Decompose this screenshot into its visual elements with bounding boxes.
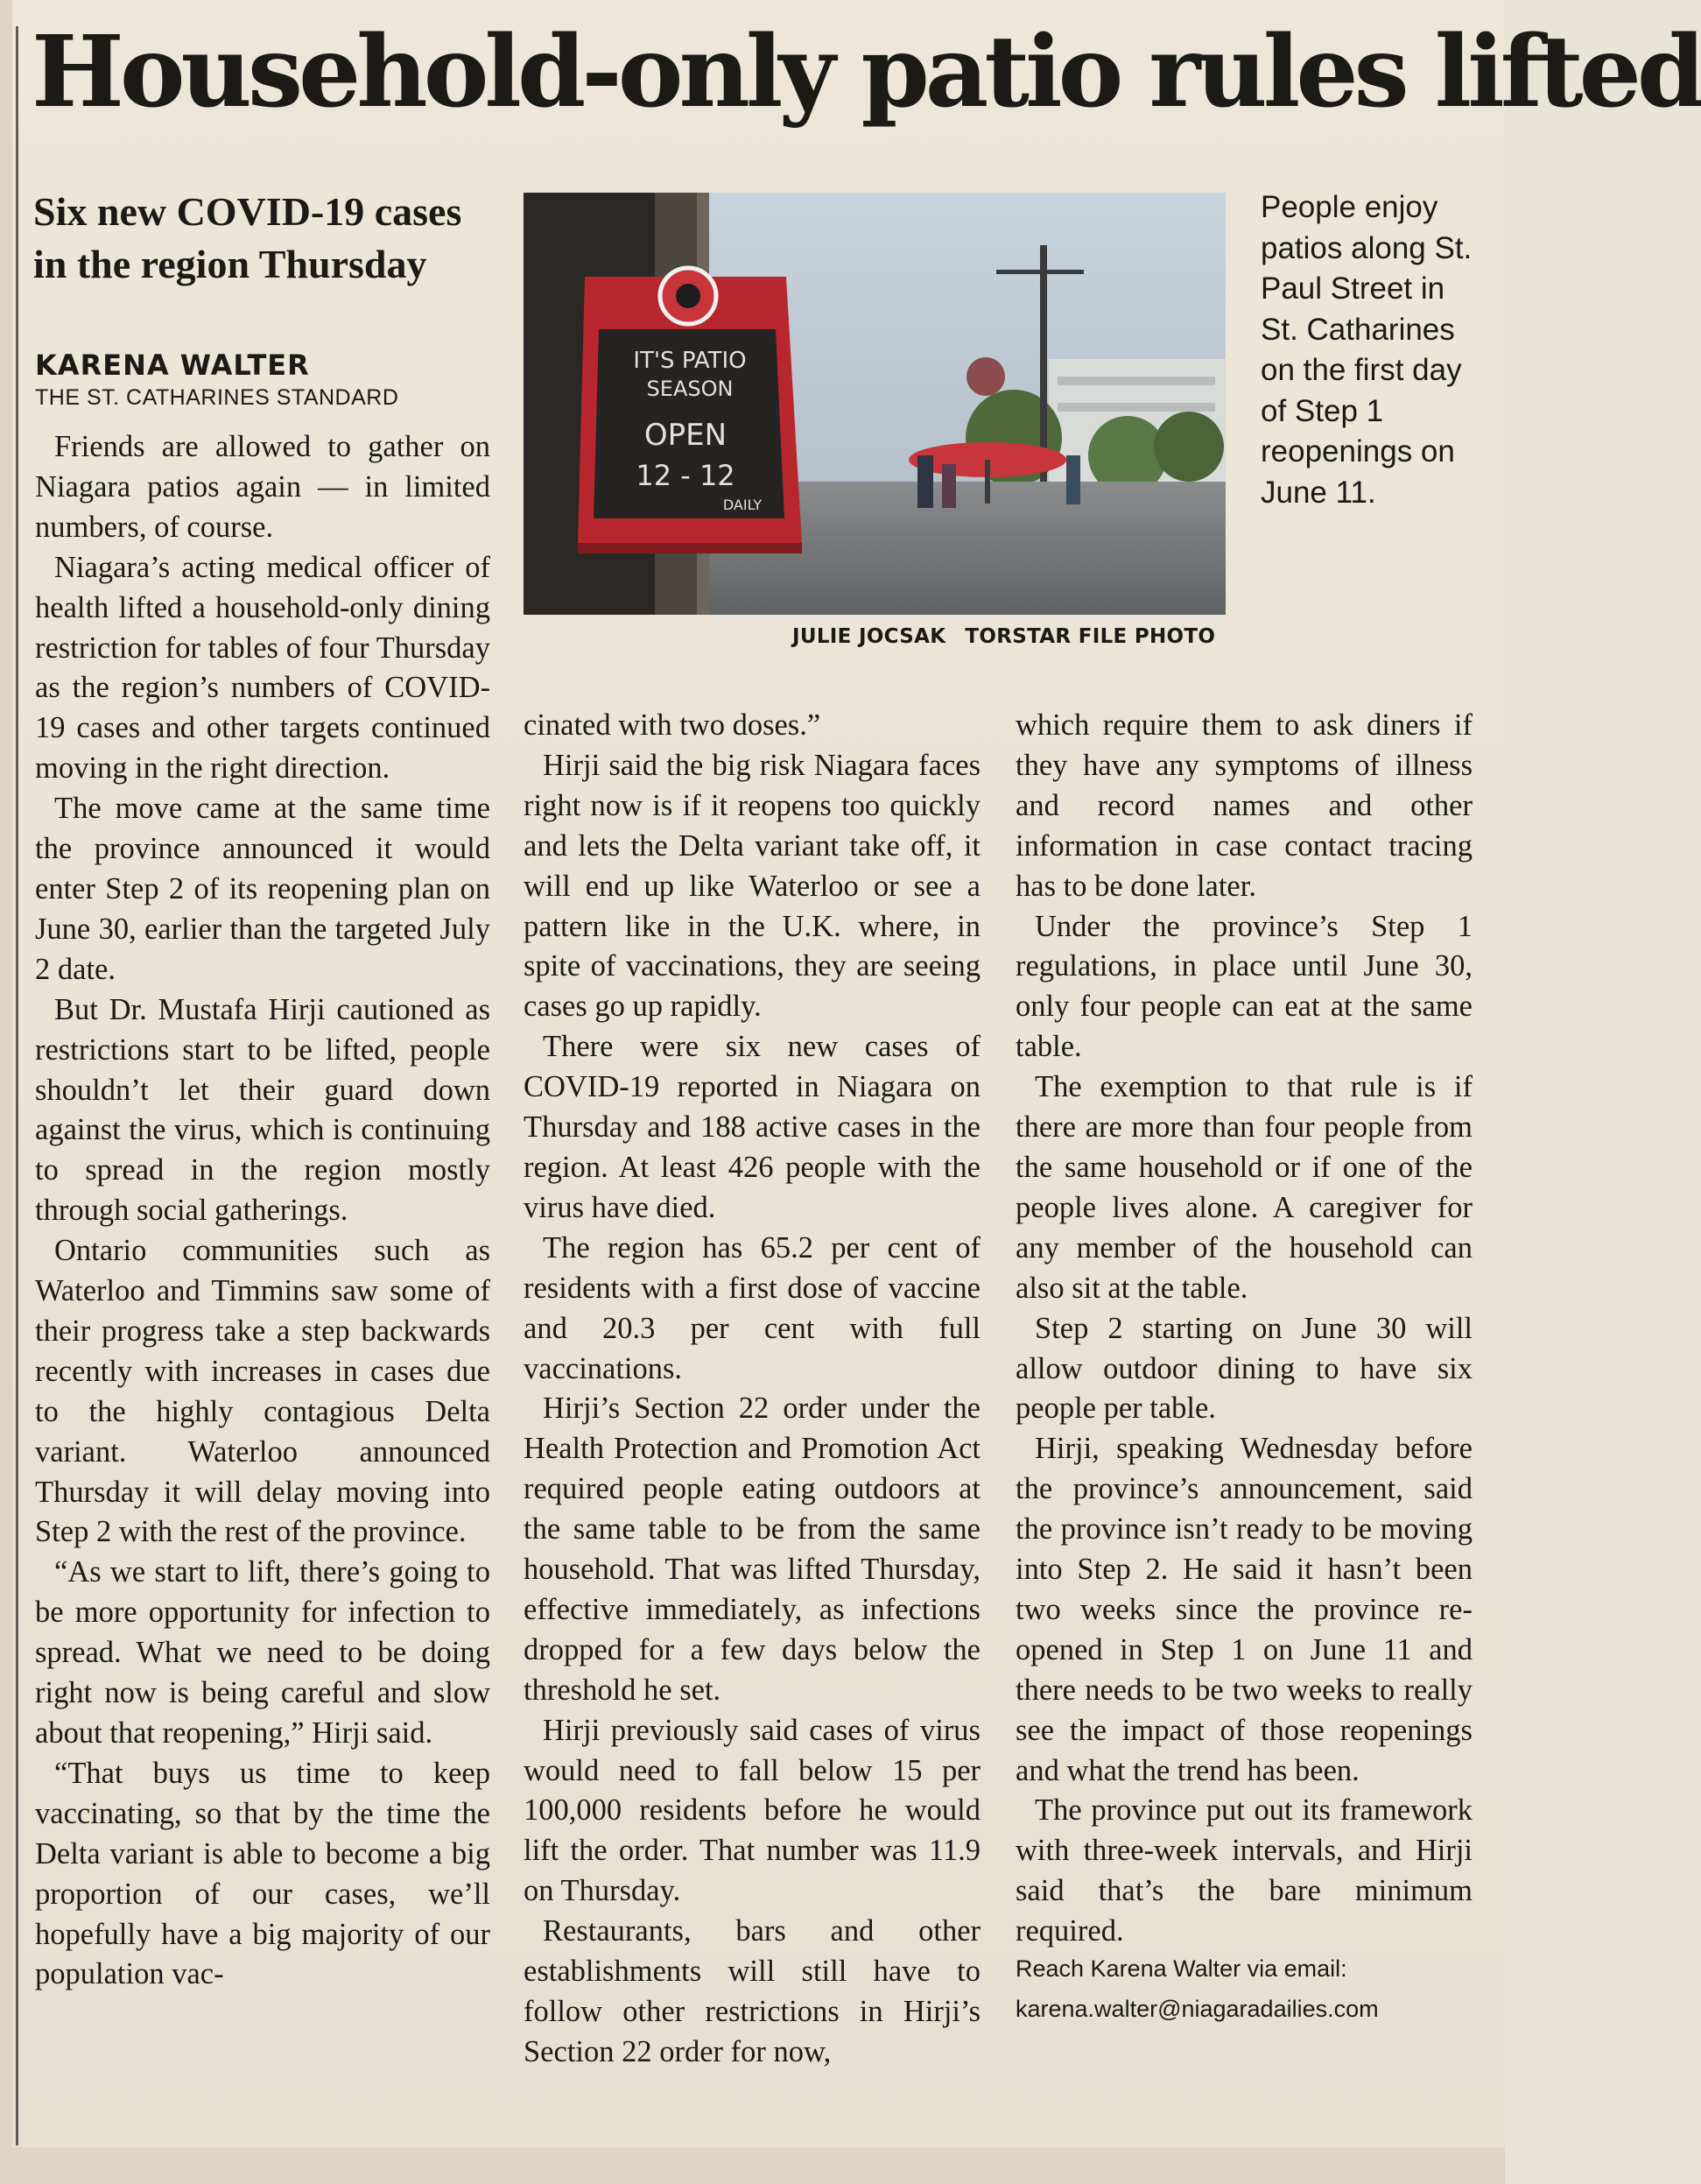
paragraph: The exemption to that rule is if there are more than four people from the same household or if one of the people lives alone. A caregiver for any member of the household can also sit at the table. [1016,1070,1473,1305]
article-column-2 [524,706,981,2073]
paragraph: Ontario communities such as Waterloo and Timmins saw some of their progress take a step backwards recently with increases in cases due to the highly contagious Delta variant. Waterloo announced Thursday it will delay moving into Step 2 with the rest of the province. [35,1234,490,1549]
adjacent-page-bottom [0,2147,1505,2184]
paragraph: The province put out its framework with three-week intervals, and Hirji said that’s the bare minimum required. [1016,1793,1473,1948]
article-column-3 [1016,706,1473,2029]
sign-line-1: IT'S PATIO [633,348,747,374]
patio-photo [524,193,1226,615]
sidewalk-sign [578,268,802,553]
paragraph: cinated with two doses.” [524,708,821,742]
sign-line-5: DAILY [722,497,763,513]
reach-author [1016,1948,1473,2029]
sign-line-3: OPEN [643,418,727,453]
paragraph: The region has 65.2 per cent of residents with a first dose of vaccine and 20.3 per cent with full vaccinations. [524,1230,981,1385]
paragraph: Hirji, speaking Wednesday before the province’s announcement, said the province isn’t ready to be moving into Step 2. He said it hasn’t been two weeks since the province reopened in Step 1 on June 11 and there needs to be two weeks to really see the impact of those reopenings and what the trend has been. [1016,1432,1473,1787]
photo-credit-name: JULIE JOCSAK [792,625,946,648]
paragraph: Niagara’s acting medical officer of health lifted a household-only dining restriction for tables of four Thursday as the region’s numbers of COVID-19 cases and other targets continued moving in the right direction. [35,550,490,786]
photo-credit [792,625,1215,648]
paragraph: Hirji previously said cases of virus would need to fall below 15 per 100,000 residents before he would lift the order. That number was 11.9 on Thursday. [524,1713,981,1908]
paragraph: Hirji said the big risk Niagara faces right now is if it reopens too quickly and lets the Delta variant take off, it will end up like Waterloo or see a pattern like in the U.K. where, in spite of vaccinations, they are seeing cases go up rapidly. [524,748,981,1024]
column-rule [16,26,18,2145]
paragraph: which require them to ask diners if they have any symptoms of illness and record names and other information in case contact tracing has to be done later. [1016,708,1473,903]
paragraph: Friends are allowed to gather on Niagara patios again — in limited numbers, of course. [35,430,490,544]
byline-name: KARENA WALTER [35,349,310,382]
subhead: Six new COVID-19 cases in the region Thursday [33,189,462,286]
headline: Household-only patio rules lifted [32,15,1701,130]
article-column-1 [35,427,490,1995]
paragraph: But Dr. Mustafa Hirji cautioned as restrictions start to be lifted, people shouldn’t let their guard down against the virus, which is continuing to spread in the region mostly through social gatherings. [35,992,490,1228]
adjacent-page-margin [0,0,12,2184]
paragraph: “That buys us time to keep vaccinating, so that by the time the Delta variant is able to become a big proportion of our cases, we’ll hopefully have a big majority of our population vac- [35,1756,490,1991]
paragraph: The move came at the same time the province announced it would enter Step 2 of its reopening plan on June 30, earlier than the targeted July 2 date. [35,792,490,986]
photo-credit-source: TORSTAR FILE PHOTO [965,625,1216,648]
paragraph: Step 2 starting on June 30 will allow outdoor dining to have six people per table. [1016,1311,1473,1426]
paragraph: Restaurants, bars and other establishments will still have to follow other restrictions in Hirji’s Section 22 order for now, [524,1914,981,2068]
byline-organization: THE ST. CATHARINES STANDARD [35,385,399,410]
sign-line-2: SEASON [646,377,734,401]
paragraph: Hirji’s Section 22 order under the Health Protection and Promotion Act required people eating outdoors at the same table to be from the same household. That was lifted Thursday, effective immediately, as infections dropped for a few days below the threshold he set. [524,1391,981,1707]
photo-caption: People enjoy patios along St. Paul Street in St. Catharines on the first day of Step 1 reopenings on June 11. [1261,190,1473,510]
paragraph: “As we start to lift, there’s going to be more opportunity for infection to spread. What we need to be doing right now is being careful and slow about that reopening,” Hirji said. [35,1555,490,1750]
paragraph: There were six new cases of COVID-19 reported in Niagara on Thursday and 188 active cases in the region. At least 426 people with the virus have died. [524,1030,981,1224]
author-email-link[interactable]: karena.walter@niagaradailies.com [1016,1996,1379,2023]
reach-author-text: Reach Karena Walter via email: [1016,1955,1347,1983]
sign-line-4: 12 - 12 [636,459,735,492]
paragraph: Under the province’s Step 1 regulations, in place until June 30, only four people can eat at the same table. [1016,909,1473,1064]
